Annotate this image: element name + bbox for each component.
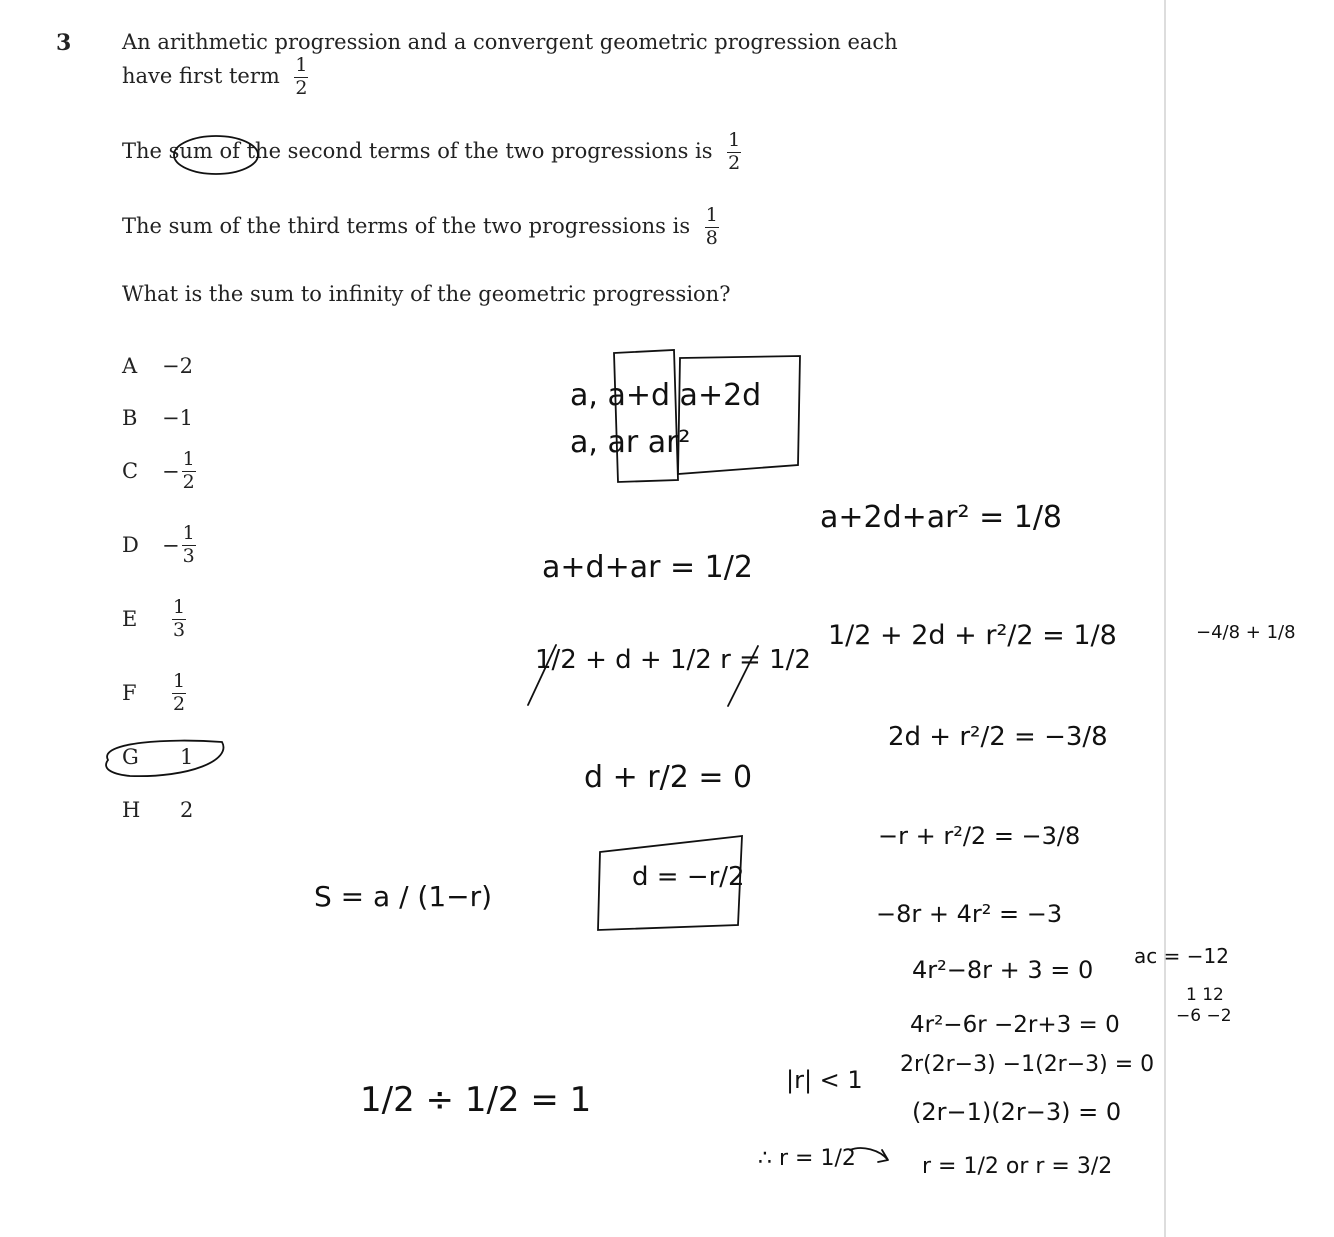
side-note: −4/8 + 1/8: [1196, 622, 1296, 643]
factor-pair-2: −6 −2: [1176, 1006, 1232, 1026]
step-7: 2r(2r−3) −1(2r−3) = 0: [900, 1052, 1155, 1077]
box-second-terms: [614, 350, 678, 482]
question-line-3-text: The sum of the second terms of the two progressions is: [122, 138, 713, 163]
factor-pair-1: 1 12: [1186, 985, 1224, 1005]
question-number: 3: [56, 30, 72, 56]
question-line-2-text: have first term: [122, 63, 280, 88]
final-calculation: 1/2 ÷ 1/2 = 1: [360, 1080, 592, 1120]
step-5: 4r²−8r + 3 = 0: [912, 956, 1094, 984]
fraction-denominator: 3: [182, 544, 195, 567]
option-letter: H: [122, 798, 141, 822]
ac-product: ac = −12: [1134, 944, 1229, 968]
fraction-numerator: 1: [172, 596, 186, 618]
step-3: −r + r²/2 = −3/8: [878, 822, 1081, 850]
option-letter: B: [122, 406, 138, 430]
sum-formula: S = a / (1−r): [314, 880, 493, 913]
fraction-denominator: 2: [172, 692, 186, 715]
question-line-1: An arithmetic progression and a convergent geometric progression each: [122, 30, 898, 54]
option-value: −2: [162, 354, 193, 378]
answer-circle: [106, 741, 223, 777]
option-value: 1: [180, 745, 194, 769]
option-letter: A: [122, 354, 138, 378]
option-sign: −: [162, 533, 180, 558]
step-9: r = 1/2 or r = 3/2: [922, 1154, 1113, 1179]
eq-third-terms: a+2d+ar² = 1/8: [820, 500, 1063, 535]
option-value: 2: [180, 798, 194, 822]
step-8: (2r−1)(2r−3) = 0: [912, 1098, 1122, 1126]
fraction-denominator: 2: [295, 76, 308, 99]
fraction-numerator: 1: [295, 54, 308, 76]
step-2: 2d + r²/2 = −3/8: [888, 722, 1108, 752]
circle-around-sum-of: [174, 136, 258, 174]
question-line-4-text: The sum of the third terms of the two progressions is: [122, 213, 691, 238]
option-sign: −: [162, 459, 180, 484]
step-4: −8r + 4r² = −3: [876, 900, 1063, 928]
option-letter: E: [122, 607, 138, 632]
option-letter: F: [122, 681, 137, 706]
ratio-condition: |r| < 1: [786, 1066, 863, 1094]
fraction-denominator: 8: [705, 226, 718, 249]
fraction-denominator: 2: [728, 151, 741, 174]
fraction-numerator: 1: [728, 129, 741, 151]
fraction-denominator: 3: [172, 618, 186, 641]
box-third-terms: [678, 356, 800, 474]
therefore-r: ∴ r = 1/2: [758, 1146, 856, 1171]
gp-terms: a, ar ar²: [570, 425, 691, 460]
fraction-numerator: 1: [182, 448, 195, 470]
fraction-denominator: 2: [182, 470, 195, 493]
fraction-numerator: 1: [182, 522, 195, 544]
d-result: d = −r/2: [632, 862, 745, 892]
ap-terms: a, a+d a+2d: [570, 378, 762, 413]
step-6: 4r²−6r −2r+3 = 0: [910, 1012, 1120, 1038]
option-letter: G: [122, 745, 139, 769]
question-line-5: What is the sum to infinity of the geometric progression?: [122, 282, 731, 306]
eq-d: d + r/2 = 0: [584, 760, 753, 795]
option-letter: C: [122, 459, 139, 484]
eq-substituted: 1/2 + d + 1/2 r = 1/2: [535, 645, 811, 675]
eq-second-terms: a+d+ar = 1/2: [542, 550, 753, 585]
option-letter: D: [122, 533, 139, 558]
option-value: −1: [162, 406, 193, 430]
step-1: 1/2 + 2d + r²/2 = 1/8: [828, 620, 1117, 651]
fraction-numerator: 1: [172, 670, 186, 692]
fraction-numerator: 1: [705, 204, 718, 226]
